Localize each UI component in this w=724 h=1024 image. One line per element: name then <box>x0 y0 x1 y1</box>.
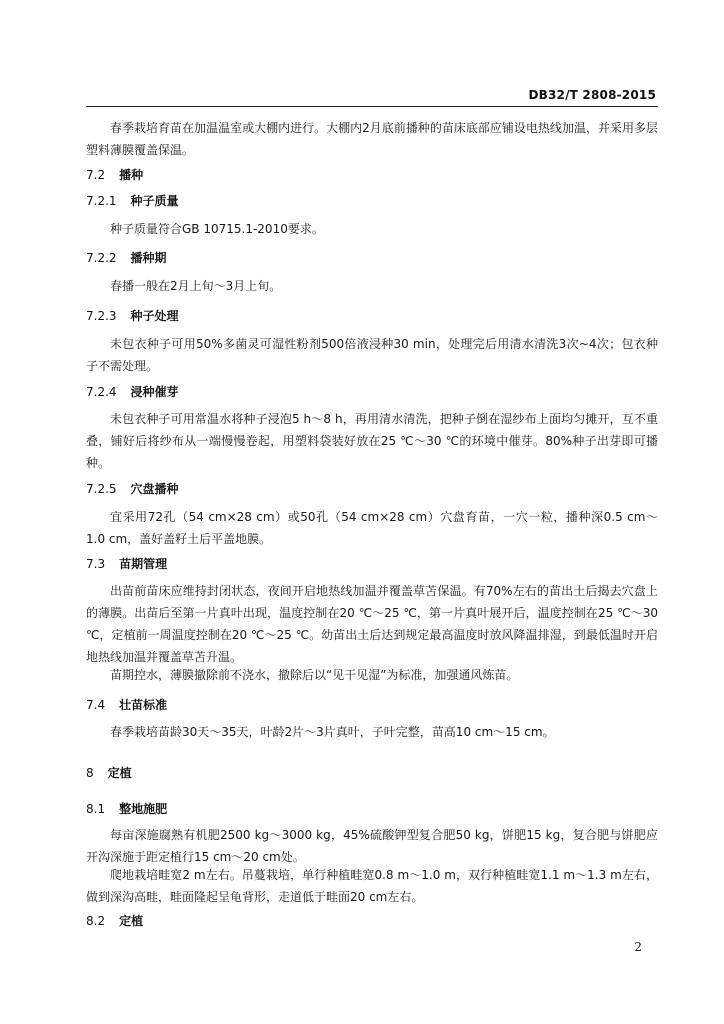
section-heading-7-2 <box>86 167 658 183</box>
section-heading-7-2-4 <box>86 384 658 400</box>
section-number: 7.2 <box>86 168 106 182</box>
section-number: 7.2.4 <box>86 385 117 399</box>
section-title: 穴盘播种 <box>130 482 179 496</box>
section-heading-8-1 <box>86 801 658 817</box>
section-title: 播种期 <box>130 251 167 265</box>
section-number: 7.2.2 <box>86 251 117 265</box>
section-heading-7-2-1 <box>86 193 658 209</box>
header-divider <box>86 106 658 107</box>
section-title: 整地施肥 <box>119 802 168 816</box>
section-number: 7.4 <box>86 698 106 712</box>
standard-code: DB32/T 2808-2015 <box>528 88 656 102</box>
paragraph-water-control: 苗期控水，薄膜撤除前不浇水，撤除后以“见干见湿”为标准，加强通风炼苗。 <box>110 668 519 682</box>
section-title: 定植 <box>119 914 144 928</box>
section-heading-7-4 <box>86 697 658 713</box>
section-title: 种子处理 <box>130 309 179 323</box>
section-number: 7.2.3 <box>86 309 117 323</box>
section-heading-7-2-3 <box>86 308 658 324</box>
paragraph-intro: 春季栽培育苗在加温温室或大棚内进行。大棚内2月底前播种的苗床底部应铺设电热线加温，并采用多层塑料薄膜覆盖保温。 <box>86 121 658 157</box>
paragraph-strong-seedling: 春季栽培苗龄30天～35天，叶龄2片～3片真叶，子叶完整，苗高10 cm～15 cm。 <box>110 725 555 739</box>
paragraph-fertilization: 每亩深施腐熟有机肥2500 kg～3000 kg，45%硫酸钾型复合肥50 kg，饼肥15 kg，复合肥与饼肥应开沟深施于距定植行15 cm～20 cm处。 <box>86 828 658 864</box>
section-heading-7-3 <box>86 556 658 572</box>
section-heading-7-2-2 <box>86 250 658 266</box>
section-title: 播种 <box>119 168 144 182</box>
section-number: 8.2 <box>86 914 106 928</box>
section-number: 7.2.5 <box>86 482 117 496</box>
section-number: 8.1 <box>86 802 106 816</box>
section-heading-8-2 <box>86 913 658 929</box>
section-number: 7.2.1 <box>86 194 117 208</box>
section-heading-8 <box>86 765 658 781</box>
paragraph-germination: 未包衣种子可用常温水将种子浸泡5 h～8 h，再用清水清洗，把种子倒在湿纱布上面均匀摊开，互不重叠，铺好后将纱布从一端慢慢卷起，用塑料袋装好放在25 ℃～30 ℃的环境中催芽。80%种子出芽即可播种。 <box>86 412 658 470</box>
section-title: 壮苗标准 <box>119 698 168 712</box>
paragraph-sowing-period: 春播一般在2月上旬～3月上旬。 <box>110 279 282 293</box>
paragraph-seedling-management: 出苗前苗床应维持封闭状态，夜间开启地热线加温并覆盖草苫保温。有70%左右的苗出土后揭去穴盘上的薄膜。出苗后至第一片真叶出现，温度控制在20 ℃～25 ℃，第一片真叶展开后，温度控制在25 ℃～30 ℃，定植前一周温度控制在20 ℃～25 ℃。幼苗出土后达到规定最高温度时放风降温排湿，到最低温时开启地热线加温并覆盖草苫升温。 <box>86 584 658 664</box>
section-number: 8 <box>86 766 94 780</box>
section-title: 定植 <box>107 766 132 780</box>
paragraph-tray-sowing: 宜采用72孔（54 cm×28 cm）或50孔（54 cm×28 cm）穴盘育苗，一穴一粒，播种深0.5 cm～1.0 cm，盖好盖籽土后平盖地膜。 <box>86 510 658 546</box>
page-number: 2 <box>634 940 642 954</box>
paragraph-seed-treatment: 未包衣种子可用50%多菌灵可湿性粉剂500倍液浸种30 min，处理完后用清水清洗3次~4次；包衣种子不需处理。 <box>86 337 658 373</box>
section-title: 种子质量 <box>130 194 179 208</box>
section-title: 浸种催芽 <box>130 385 179 399</box>
section-heading-7-2-5 <box>86 481 658 497</box>
paragraph-bed-preparation: 爬地栽培畦宽2 m左右。吊蔓栽培，单行种植畦宽0.8 m～1.0 m，双行种植畦宽1.1 m～1.3 m左右，做到深沟高畦，畦面隆起呈龟背形，走道低于畦面20 cm左右。 <box>86 868 658 904</box>
section-number: 7.3 <box>86 557 106 571</box>
paragraph-seed-quality: 种子质量符合GB 10715.1-2010要求。 <box>110 222 324 236</box>
section-title: 苗期管理 <box>119 557 168 571</box>
